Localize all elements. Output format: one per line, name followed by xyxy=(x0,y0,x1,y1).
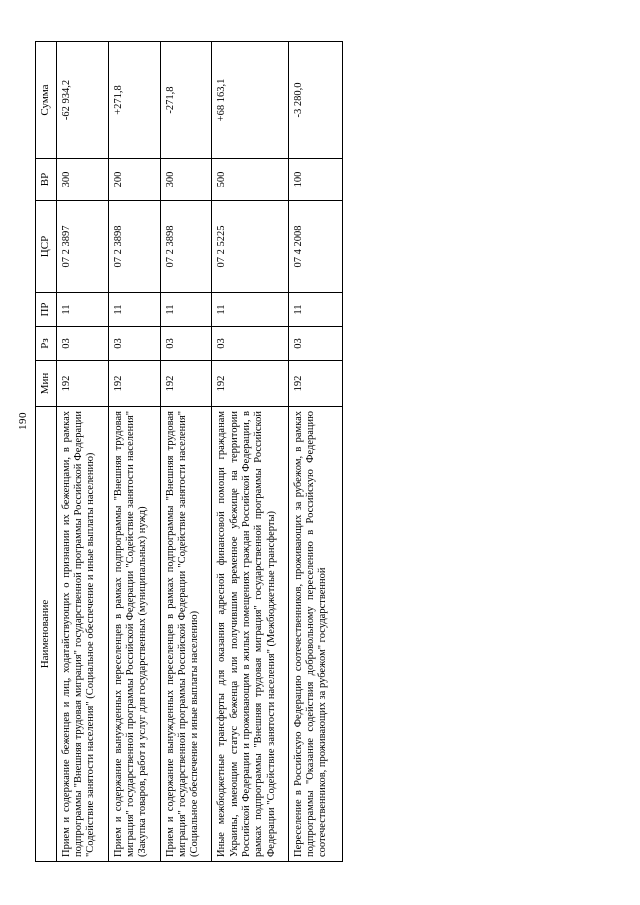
row-csr: 07 2 3898 xyxy=(160,201,212,293)
row-vr: 200 xyxy=(108,159,160,201)
row-name: Прием и содержание вынужденных переселенцев в рамках подпрограммы "Внешняя трудовая миграция" государственной программы Российской Федерации "Содействие занятости населения" (Социальное обеспечение и иные выплаты населению) xyxy=(160,407,212,862)
table-header-row xyxy=(36,42,57,862)
table-row xyxy=(212,42,288,862)
row-csr: 07 2 3897 xyxy=(56,201,108,293)
row-pr: 11 xyxy=(288,293,342,327)
row-pr: 11 xyxy=(56,293,108,327)
row-csr: 07 2 5225 xyxy=(212,201,288,293)
budget-table xyxy=(35,41,343,862)
row-min: 192 xyxy=(160,361,212,407)
row-vr: 100 xyxy=(288,159,342,201)
row-vr: 500 xyxy=(212,159,288,201)
column-header-pr: ПР xyxy=(36,293,57,327)
row-name: Иные межбюджетные трансферты для оказания адресной финансовой помощи гражданам Украины, имеющим статус беженца или получившим временное убежище на территории Российской Федерации и проживающим в жилых помещениях граждан Российской Федерации, в рамках подпрограммы "Внешняя трудовая миграция" государственной программы Российской Федерации "Содействие занятости населения" (Межбюджетные трансферты) xyxy=(212,407,288,862)
row-sum: +68 163,1 xyxy=(212,42,288,159)
column-header-sum: Сумма xyxy=(36,42,57,159)
row-sum: -3 280,0 xyxy=(288,42,342,159)
row-min: 192 xyxy=(212,361,288,407)
row-name: Переселение в Российскую Федерацию соотечественников, проживающих за рубежом, в рамках подпрограммы "Оказание содействия добровольному переселению в Российскую Федерацию соотечественников, проживающих за рубежом" государственной xyxy=(288,407,342,862)
row-min: 192 xyxy=(108,361,160,407)
row-rz: 03 xyxy=(160,327,212,361)
row-vr: 300 xyxy=(160,159,212,201)
row-pr: 11 xyxy=(108,293,160,327)
row-vr: 300 xyxy=(56,159,108,201)
page-number: 190 xyxy=(17,412,29,430)
row-pr: 11 xyxy=(160,293,212,327)
row-rz: 03 xyxy=(212,327,288,361)
row-name: Прием и содержание беженцев и лиц, ходатайствующих о признании их беженцами, в рамках подпрограммы "Внешняя трудовая миграция" государственной программы Российской Федерации "Содействие занятости населения" (Социальное обеспечение и иные выплаты населению) xyxy=(56,407,108,862)
row-min: 192 xyxy=(288,361,342,407)
row-rz: 03 xyxy=(288,327,342,361)
row-pr: 11 xyxy=(212,293,288,327)
table-row xyxy=(160,42,212,862)
column-header-min: Мин xyxy=(36,361,57,407)
landscape-table-area xyxy=(35,42,605,862)
column-header-vr: ВР xyxy=(36,159,57,201)
row-sum: -271,8 xyxy=(160,42,212,159)
row-rz: 03 xyxy=(108,327,160,361)
column-header-csr: ЦСР xyxy=(36,201,57,293)
row-name: Прием и содержание вынужденных переселенцев в рамках подпрограммы "Внешняя трудовая миграция" государственной программы Российской Федерации "Содействие занятости населения" (Закупка товаров, работ и услуг для государственных (муниципальных) нужд) xyxy=(108,407,160,862)
row-sum: +271,8 xyxy=(108,42,160,159)
row-min: 192 xyxy=(56,361,108,407)
row-csr: 07 4 2008 xyxy=(288,201,342,293)
column-header-name: Наименование xyxy=(36,407,57,862)
row-rz: 03 xyxy=(56,327,108,361)
table-row xyxy=(108,42,160,862)
row-csr: 07 2 3898 xyxy=(108,201,160,293)
table-row xyxy=(56,42,108,862)
column-header-rz: Рз xyxy=(36,327,57,361)
row-sum: -62 934,2 xyxy=(56,42,108,159)
table-row xyxy=(288,42,342,862)
